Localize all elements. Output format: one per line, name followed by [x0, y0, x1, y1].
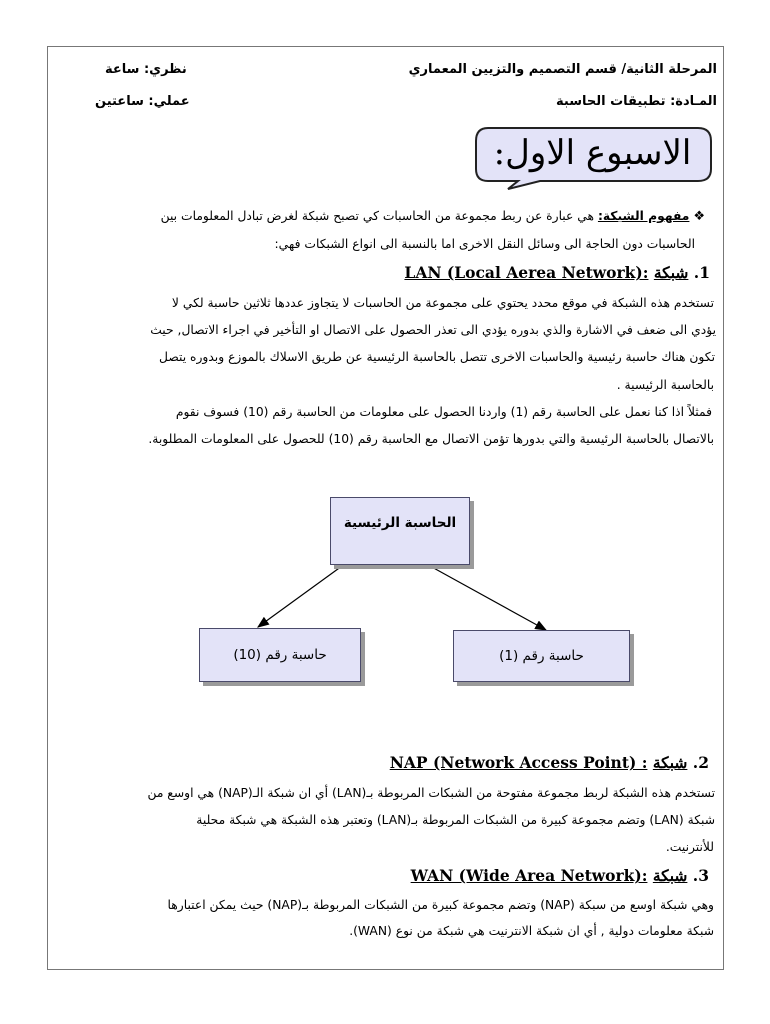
- computer-1-box: حاسبة رقم (1): [453, 630, 630, 682]
- section1-line2: يؤدي الى ضعف في الاشارة والذي بدوره يؤدي الى تعذر الحصول على الاتصال او التأخير في اجراء الاتصال, حيث: [150, 323, 716, 337]
- section2-line3: للأنترنيت.: [665, 840, 714, 854]
- section2-line2: شبكة (LAN) وتضم مجموعة كبيرة من الشبكات المربوطة بـ(LAN) وتعتبر هذه الشبكة هي شبكة محلية: [196, 813, 715, 827]
- concept-text-1: هي عبارة عن ربط مجموعة من الحاسبات كي تصبح شبكة لغرض تبادل المعلومات بين: [160, 209, 595, 223]
- section1-line6: بالاتصال بالحاسبة الرئيسية والتي بدورها تؤمن الاتصال مع الحاسبة رقم (10) للحصول على المعلومات المطلوبة.: [148, 432, 714, 446]
- theory-hours: نظري: ساعة: [105, 62, 187, 77]
- main-computer-box: الحاسبة الرئيسية: [330, 497, 470, 565]
- stage-department: المرحلة الثانية/ قسم التصميم والتزيين المعماري: [408, 62, 717, 77]
- section3-line2: شبكة معلومات دولية , أي ان شبكة الانترنيت هي شبكة من نوع (WAN).: [349, 924, 714, 938]
- section1-line5: فمثلاً اذا كنا نعمل على الحاسبة رقم (1) واردنا الحصول على معلومات من الحاسبة رقم (10) فسوف نقوم: [175, 405, 712, 419]
- section1-line1: تستخدم هذه الشبكة في موقع محدد يحتوي على مجموعة من الحاسبات لا يتجاوز عددها ثلاثين حاسبة لكي لا: [171, 296, 714, 310]
- practical-hours: عملي: ساعتين: [95, 94, 190, 109]
- computer-10-box: حاسبة رقم (10): [199, 628, 361, 682]
- concept-term: مفهوم الشبكة:: [597, 209, 690, 223]
- section1-heading: 1. شبكة LAN (Local Aerea Network):: [404, 263, 710, 282]
- section2-line1: تستخدم هذه الشبكة لربط مجموعة مفتوحة من الشبكات المربوطة بـ(LAN) أي ان شبكة الـ(NAP) هي اوسع من: [147, 786, 715, 800]
- subject-name: المـادة: تطبيقات الحاسبة: [556, 94, 717, 109]
- section1-line4: بالحاسبة الرئيسية .: [616, 378, 714, 392]
- section3-line1: وهي شبكة اوسع من سبكة (NAP) وتضم مجموعة كبيرة من الشبكات المربوطة بـ(NAP) حيث يمكن اعتبارها: [167, 898, 714, 912]
- section3-heading: 3. شبكة WAN (Wide Area Network):: [410, 866, 709, 885]
- bullet-icon: ❖: [693, 209, 705, 224]
- week-title: الاسبوع الاول:: [493, 133, 692, 173]
- section2-heading: 2. شبكة NAP (Network Access Point) :: [389, 753, 709, 772]
- section1-line3: تكون هناك حاسبة رئيسية والحاسبات الاخرى تتصل بالحاسبة الرئيسية عن طريق الاسلاك بالموزع وبدوره يتصل: [159, 350, 715, 364]
- concept-text-2: الحاسبات دون الحاجة الى وسائل النقل الاخرى اما بالنسبة الى انواع الشبكات فهي:: [274, 237, 695, 251]
